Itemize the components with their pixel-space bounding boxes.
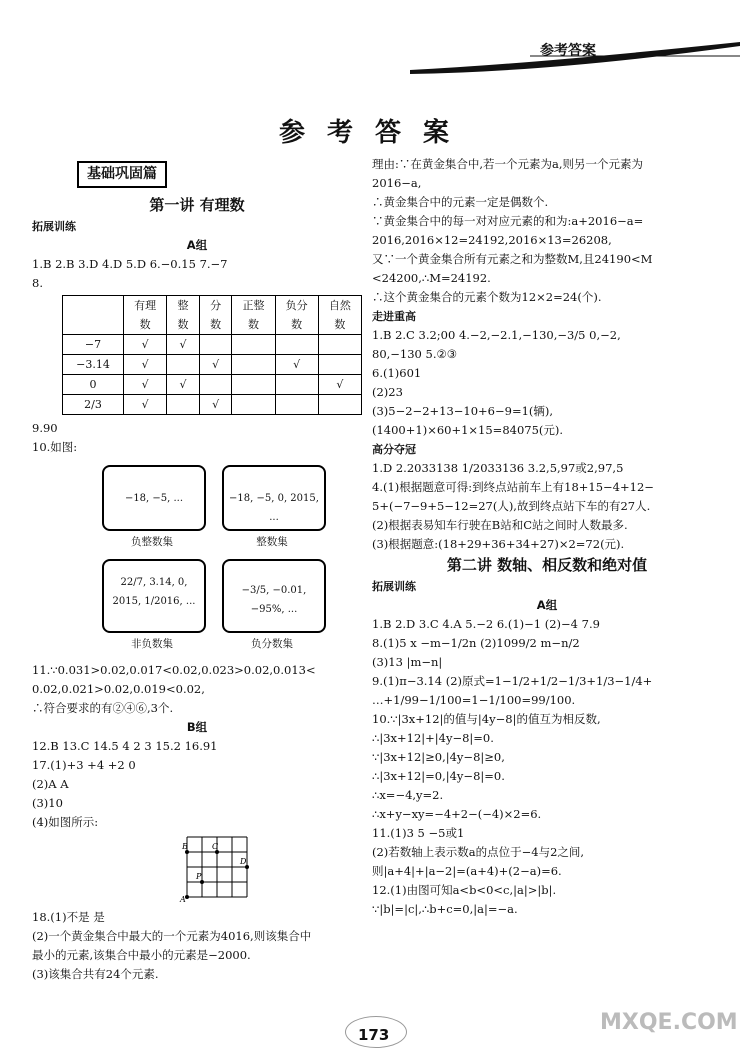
set-content: −18, −5, 0, 2015, ... bbox=[229, 493, 319, 523]
cell bbox=[318, 335, 361, 355]
cell bbox=[167, 355, 200, 375]
answer-line: 12.(1)由图可知a<b<0<c,|a|>|b|. bbox=[372, 883, 557, 897]
table-row bbox=[63, 375, 362, 395]
cell: √ bbox=[318, 375, 361, 395]
cell: √ bbox=[124, 355, 167, 375]
answer-line: 理由:∵在黄金集合中,若一个元素为a,则另一个元素为 bbox=[372, 157, 644, 171]
cell bbox=[318, 395, 361, 415]
cell bbox=[232, 395, 275, 415]
answer-line: (3)该集合共有24个元素. bbox=[32, 967, 159, 981]
answer-line: 2016,2016×12=24192,2016×13=26208, bbox=[372, 233, 612, 247]
answer-line: (1400+1)×60+1×15=84075(元). bbox=[372, 423, 564, 437]
answer-line: ∴|3x+12|=0,|4y−8|=0. bbox=[372, 769, 505, 783]
row-label: −3.14 bbox=[63, 355, 124, 375]
answer-line: 1.B 2.D 3.C 4.A 5.−2 6.(1)−1 (2)−4 7.9 bbox=[372, 617, 600, 631]
grid-label: C bbox=[212, 842, 219, 851]
answer-line: ∵|3x+12|≥0,|4y−8|≥0, bbox=[372, 750, 505, 764]
table-header: 整数 bbox=[167, 296, 200, 335]
section-box: 基础巩固篇 bbox=[77, 161, 167, 188]
set-content: 22/7, 3.14, 0, 2015, 1/2016, ... bbox=[112, 577, 196, 607]
cell bbox=[275, 395, 318, 415]
answer-line: ∴|3x+12|+|4y−8|=0. bbox=[372, 731, 494, 745]
set-content: −18, −5, ... bbox=[124, 493, 184, 504]
answer-line: 2016−a, bbox=[372, 176, 422, 190]
group-title: B组 bbox=[186, 720, 208, 734]
row-label: −7 bbox=[63, 335, 124, 355]
watermark: MXQE.COM bbox=[600, 1010, 738, 1035]
set-box bbox=[222, 559, 326, 633]
cell: √ bbox=[199, 355, 232, 375]
cell: √ bbox=[167, 335, 200, 355]
answer-line: 6.(1)601 bbox=[372, 366, 422, 380]
answer-line: (3)13 |m−n| bbox=[372, 655, 443, 669]
right-column bbox=[372, 155, 722, 919]
answer-line: (2)若数轴上表示数a的点位于−4与2之间, bbox=[372, 845, 585, 859]
cell bbox=[199, 375, 232, 395]
set-label: 整数集 bbox=[256, 536, 288, 548]
set-label: 负分数集 bbox=[251, 638, 293, 650]
answer-line: 5+(−7−9+5−12=27(人),故到终点站下车的有27人. bbox=[372, 499, 651, 513]
set-label: 负整数集 bbox=[131, 536, 173, 548]
answer-line: (2)根据表易知车行驶在B站和C站之间时人数最多. bbox=[372, 518, 628, 532]
cell bbox=[275, 335, 318, 355]
number-classification-table bbox=[62, 295, 362, 415]
set-label: 非负数集 bbox=[131, 638, 173, 650]
answer-line: …+1/99−1/100=1−1/100=99/100. bbox=[372, 693, 576, 707]
set-content: −3/5, −0.01, −95%, ... bbox=[241, 585, 307, 615]
answer-line: ∴这个黄金集合的元素个数为12×2=24(个). bbox=[372, 290, 602, 304]
grid-label: P bbox=[196, 872, 202, 881]
subsection-title: 高分夺冠 bbox=[372, 443, 416, 456]
cell bbox=[275, 375, 318, 395]
answer-line: 0.02,0.021>0.02,0.019<0.02, bbox=[32, 682, 205, 696]
table-header: 有理数 bbox=[124, 296, 167, 335]
answer-line: 4.(1)根据题意可得:到终点站前车上有18+15−4+12− bbox=[372, 480, 654, 494]
answer-line: (4)如图所示: bbox=[32, 815, 99, 829]
lesson-title: 第一讲 有理数 bbox=[149, 196, 245, 214]
answer-line: 8. bbox=[32, 276, 43, 290]
cell: √ bbox=[199, 395, 232, 415]
table-header: 自然数 bbox=[318, 296, 361, 335]
table-header: 负分数 bbox=[275, 296, 318, 335]
cell: √ bbox=[124, 395, 167, 415]
cell bbox=[232, 355, 275, 375]
answer-line: ∴x=−4,y=2. bbox=[372, 788, 444, 802]
set-diagrams bbox=[32, 459, 362, 659]
cell: √ bbox=[167, 375, 200, 395]
answer-line: (3)10 bbox=[32, 796, 63, 810]
answer-line: (2)一个黄金集合中最大的一个元素为4016,则该集合中 bbox=[32, 929, 312, 943]
answer-line: 最小的元素,该集合中最小的元素是−2000. bbox=[32, 948, 251, 962]
answer-line: (2)23 bbox=[372, 385, 403, 399]
answer-line: 10.如图: bbox=[32, 440, 78, 454]
answer-line: <24200,∴M=24192. bbox=[372, 271, 491, 285]
cell bbox=[232, 375, 275, 395]
header-title: 参考答案 bbox=[540, 43, 596, 59]
left-column bbox=[32, 155, 362, 984]
answer-line: 80,−130 5.②③ bbox=[372, 347, 458, 361]
cell: √ bbox=[124, 375, 167, 395]
set-box bbox=[102, 465, 206, 531]
cell bbox=[199, 335, 232, 355]
answer-line: (3)5−2−2+13−10+6−9=1(辆), bbox=[372, 404, 554, 418]
answer-line: 12.B 13.C 14.5 4 2 3 15.2 16.91 bbox=[32, 739, 218, 753]
answer-line: 11.∵0.031>0.02,0.017<0.02,0.023>0.02,0.013< bbox=[32, 663, 316, 677]
group-title: A组 bbox=[536, 598, 558, 612]
page-title: 参考答案 bbox=[278, 118, 471, 148]
cell bbox=[232, 335, 275, 355]
table-corner bbox=[63, 296, 124, 335]
group-title: A组 bbox=[186, 238, 208, 252]
grid-label: D bbox=[240, 857, 247, 866]
answer-line: (3)根据题意:(18+29+36+34+27)×2=72(元). bbox=[372, 537, 625, 551]
answer-line: 又∵一个黄金集合所有元素之和为整数M,且24190<M bbox=[372, 252, 653, 266]
table-row bbox=[63, 395, 362, 415]
answer-line: 17.(1)+3 +4 +2 0 bbox=[32, 758, 136, 772]
answer-line: ∵黄金集合中的每一对对应元素的和为:a+2016−a= bbox=[372, 214, 644, 228]
page-number: 173 bbox=[358, 1026, 390, 1044]
answer-line: 1.B 2.C 3.2;00 4.−2,−2.1,−130,−3/5 0,−2, bbox=[372, 328, 621, 342]
cell: √ bbox=[124, 335, 167, 355]
subsection-title: 拓展训练 bbox=[372, 580, 416, 593]
answer-line: ∵|b|=|c|,∴b+c=0,|a|=−a. bbox=[372, 902, 518, 916]
cell: √ bbox=[275, 355, 318, 375]
table-row bbox=[63, 355, 362, 375]
answer-line: (2)A A bbox=[32, 777, 69, 791]
set-box bbox=[222, 465, 326, 531]
table-row bbox=[63, 335, 362, 355]
answer-line: ∴黄金集合中的元素一定是偶数个. bbox=[372, 195, 549, 209]
grid-label: B bbox=[182, 842, 188, 851]
answer-line: 9.90 bbox=[32, 421, 58, 435]
answer-line: 10.∵|3x+12|的值与|4y−8|的值互为相反数, bbox=[372, 712, 601, 726]
answer-line: ∴x+y−xy=−4+2−(−4)×2=6. bbox=[372, 807, 542, 821]
set-box bbox=[102, 559, 206, 633]
answer-line: 8.(1)5 x −m−1/2n (2)1099/2 m−n/2 bbox=[372, 636, 580, 650]
subsection-title: 走进重高 bbox=[372, 310, 416, 323]
grid-figure bbox=[182, 832, 252, 902]
grid-label: A bbox=[180, 895, 186, 904]
answer-line: 1.D 2.2033138 1/2033136 3.2,5,97或2,97,5 bbox=[372, 461, 624, 475]
answer-line: 18.(1)不是 是 bbox=[32, 910, 105, 924]
answer-line: ∴符合要求的有②④⑥,3个. bbox=[32, 701, 174, 715]
table-header: 分数 bbox=[199, 296, 232, 335]
answer-line: 9.(1)π−3.14 (2)原式=1−1/2+1/2−1/3+1/3−1/4+ bbox=[372, 674, 653, 688]
cell bbox=[167, 395, 200, 415]
answer-line: 1.B 2.B 3.D 4.D 5.D 6.−0.15 7.−7 bbox=[32, 257, 228, 271]
cell bbox=[318, 355, 361, 375]
row-label: 0 bbox=[63, 375, 124, 395]
answer-line: 11.(1)3 5 −5或1 bbox=[372, 826, 465, 840]
table-header: 正整数 bbox=[232, 296, 275, 335]
lesson-title: 第二讲 数轴、相反数和绝对值 bbox=[446, 556, 648, 574]
answer-line: 则|a+4|+|a−2|=(a+4)+(2−a)=6. bbox=[372, 864, 562, 878]
row-label: 2/3 bbox=[63, 395, 124, 415]
subsection-title: 拓展训练 bbox=[32, 220, 76, 233]
